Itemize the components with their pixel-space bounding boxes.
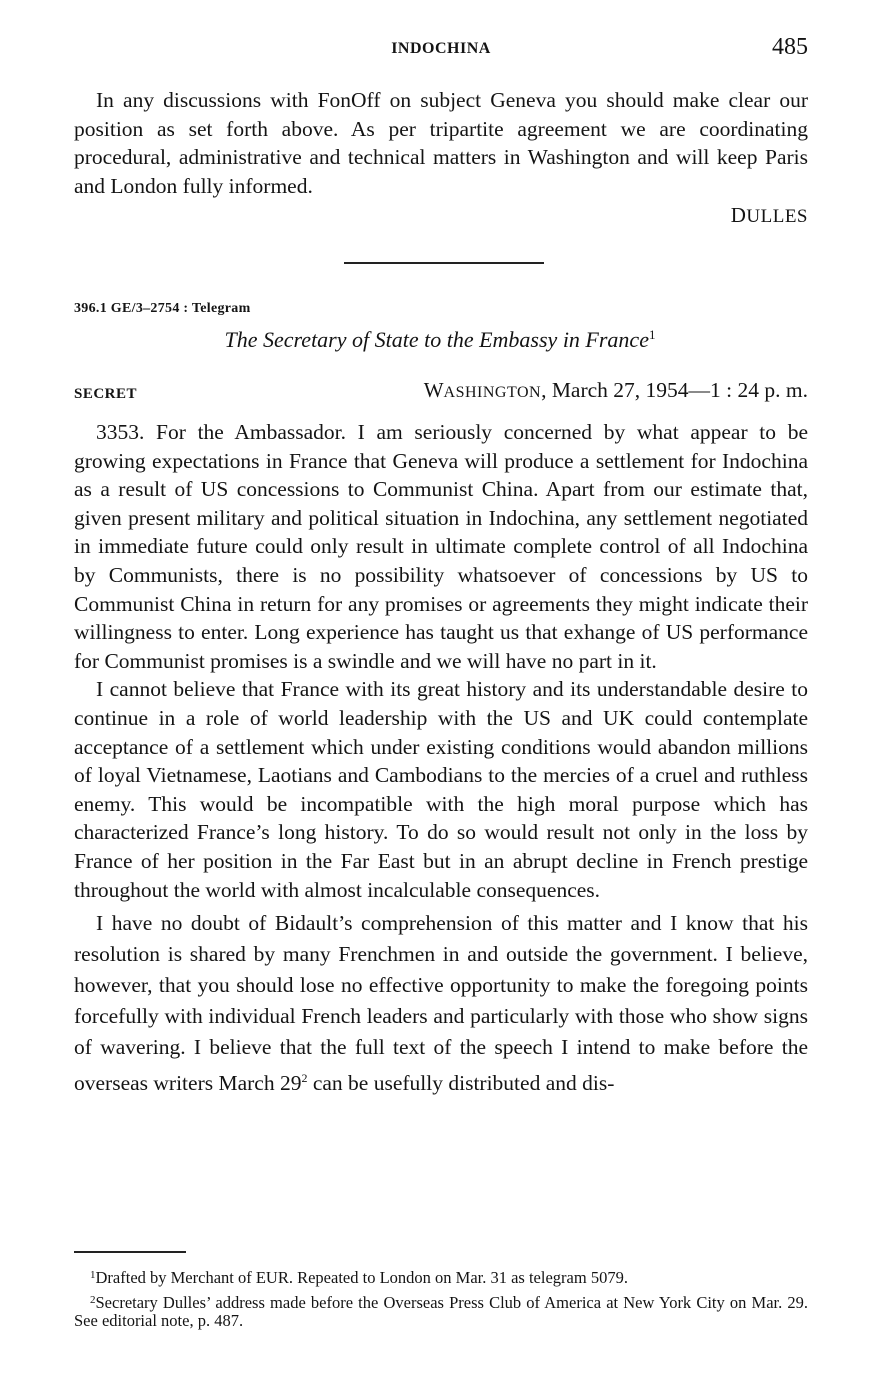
signature-rest: ULLES (746, 206, 808, 227)
page-number: 485 (772, 34, 808, 60)
document-title-text: The Secretary of State to the Embassy in France (224, 327, 649, 352)
dateline (424, 378, 808, 403)
body-paragraph-3-end: can be usefully distributed and dis- (307, 1071, 615, 1096)
footnote-ref-2: 2 (301, 1071, 308, 1086)
body-paragraph-3 (74, 908, 808, 1099)
classification-label: SECRET (74, 386, 138, 402)
running-head (74, 34, 808, 68)
body-paragraph-1: 3353. For the Ambassador. I am seriously concerned by what appear to be growing expectations in France that Geneva will produce a settlement for Indochina as a result of US concessions to Communist China. Apart from our estimate that, given present military and political situation in Indochina, any settlement negotiated in immediate future could only result in ultimate complete control of all Indochina by Communists, there is no possibility whatsoever of concessions by US to Communist China in return for any promises or agreements they might indicate their willingness to enter. Long experience has taught us that exhange of US performance for Communist promises is a swindle and we will have no part in it. (74, 420, 808, 673)
dateline-date: , March 27, 1954—1 : 24 p. m. (541, 378, 808, 402)
footnote-text-2: Secretary Dulles’ address made before the Overseas Press Club of America at New York City on Mar. 29. See editorial note, p. 487. (74, 1293, 808, 1330)
continuation-text (74, 86, 808, 200)
footnote-rule (74, 1251, 186, 1253)
document-title (0, 327, 880, 353)
dateline-place-initial: W (423, 378, 444, 402)
dateline-place-rest: ASHINGTON (443, 384, 542, 401)
telegram-body (74, 418, 808, 1099)
body-paragraph-3-text: I have no doubt of Bidault’s comprehension of this matter and I know that his resolution is shared by many Frenchmen in and outside the government. I believe, however, that you should lose no effective opportunity to make the foregoing points forcefully with individual French leaders and particularly with those who show signs of wavering. I believe that the full text of the speech I intend to make before the overseas writers March 29 (74, 911, 808, 1096)
running-title: INDOCHINA (391, 40, 491, 57)
footnote-mark-2: 2 (90, 1294, 96, 1306)
signature (731, 203, 808, 228)
body-paragraph-2: I cannot believe that France with its great history and its understandable desire to continue in a role of world leadership with the US and UK could contemplate acceptance of a settlement which under existing conditions would abandon millions of loyal Vietnamese, Laotians and Cambodians to the mercies of a cruel and ruthless enemy. This would be incompatible with the high moral purpose which has characterized France’s long history. To do so would result not only in the loss by France of her position in the Far East but in an abrupt decline in French prestige throughout the world with almost incalculable consequences. (74, 677, 808, 902)
footnote-mark-1: 1 (90, 1269, 96, 1281)
file-reference: 396.1 GE/3–2754 : Telegram (74, 301, 251, 316)
footnotes (74, 1266, 808, 1334)
footnote-1 (74, 1266, 808, 1287)
signature-initial: D (730, 203, 747, 227)
footnote-ref-1: 1 (648, 327, 656, 342)
footnote-text-1: Drafted by Merchant of EUR. Repeated to London on Mar. 31 as telegram 5079. (95, 1268, 628, 1287)
footnote-2 (74, 1291, 808, 1330)
continuation-paragraph: In any discussions with FonOff on subject Geneva you should make clear our position as set forth above. As per tripartite agreement we are coordinating procedural, administrative and technical matters in Washington and will keep Paris and London fully informed. (74, 88, 808, 198)
section-divider (344, 262, 544, 264)
